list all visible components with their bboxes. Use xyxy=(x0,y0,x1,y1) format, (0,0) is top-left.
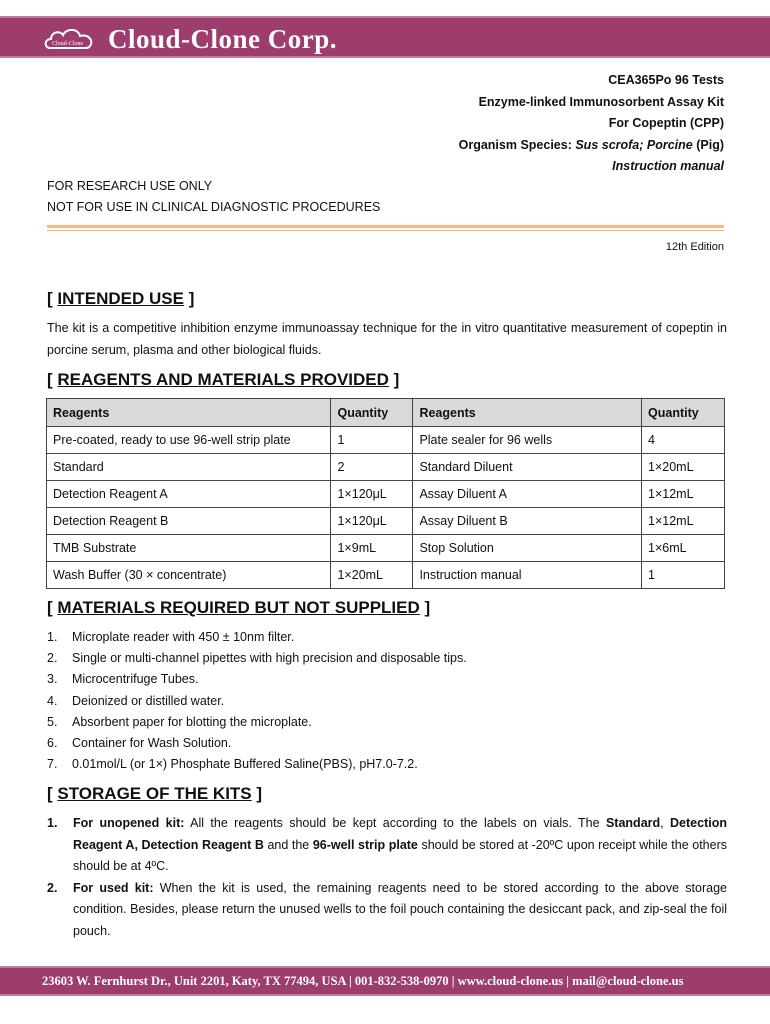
table-cell: Wash Buffer (30 × concentrate) xyxy=(47,562,331,589)
table-row xyxy=(47,427,725,454)
list-item: 1. Microplate reader with 450 ± 10nm filter. xyxy=(47,630,295,644)
instruction-manual-label: Instruction manual xyxy=(612,159,724,173)
divider-thin xyxy=(47,230,724,231)
list-item: 6. Container for Wash Solution. xyxy=(47,736,232,751)
column-header: Quantity xyxy=(642,399,725,427)
section-title-reagents: [ REAGENTS AND MATERIALS PROVIDED ] xyxy=(47,370,400,389)
company-name: Cloud-Clone Corp. xyxy=(108,23,338,54)
table-cell: 1×6mL xyxy=(642,535,725,562)
table-cell: 1×120μL xyxy=(331,508,413,535)
table-cell: 1 xyxy=(331,427,413,454)
table-cell: Detection Reagent A xyxy=(47,481,331,508)
table-cell: Assay Diluent A xyxy=(413,481,642,508)
divider xyxy=(47,225,724,228)
storage-item-used: 2. For used kit: When the kit is used, the remaining reagents need to be stored according to the above storage condition. Besides, please return the unused wells to the foil pouch containing the desiccant pack, and zip-seal the foil pouch. xyxy=(47,880,727,938)
column-header: Reagents xyxy=(47,399,331,427)
list-item: 3. Microcentrifuge Tubes. xyxy=(47,672,199,687)
table-row xyxy=(47,535,725,562)
table-cell: 1×12mL xyxy=(642,481,725,508)
column-header: Quantity xyxy=(331,399,413,427)
list-item: 2. Single or multi-channel pipettes with high precision and disposable tips. xyxy=(47,651,467,666)
product-code: CEA365Po 96 Tests xyxy=(608,73,724,87)
table-cell: Plate sealer for 96 wells xyxy=(413,427,642,454)
materials-list xyxy=(47,627,467,775)
section-title-materials: [ MATERIALS REQUIRED BUT NOT SUPPLIED ] xyxy=(47,598,431,617)
organism-species: Organism Species: Sus scrofa; Porcine (Pig) xyxy=(458,137,724,152)
kit-target: For Copeptin (CPP) xyxy=(608,116,724,130)
edition-label: 12th Edition xyxy=(665,241,724,253)
storage-item-unopened: 1. For unopened kit: All the reagents should be kept according to the labels on vials. The Standard, Detection Reagent A, Detection Reagent B and the 96-well strip plate should be stored at -20ºC upon receipt while the others should be at 4ºC. xyxy=(47,816,727,873)
list-item: 5. Absorbent paper for blotting the microplate. xyxy=(47,714,312,729)
table-cell: 1×120μL xyxy=(331,481,413,508)
notice-line: FOR RESEARCH USE ONLY xyxy=(47,179,213,193)
kit-type: Enzyme-linked Immunosorbent Assay Kit xyxy=(478,94,724,109)
table-cell: 1×20mL xyxy=(642,454,725,481)
logo-small-text: Cloud-Clone xyxy=(52,41,83,47)
table-cell: TMB Substrate xyxy=(47,535,331,562)
table-header-row xyxy=(47,399,725,427)
table-cell: Detection Reagent B xyxy=(47,508,331,535)
cloud-logo-icon xyxy=(42,24,98,54)
table-cell: 2 xyxy=(331,454,413,481)
table-cell: Pre-coated, ready to use 96-well strip plate xyxy=(47,427,331,454)
table-row xyxy=(47,481,725,508)
storage-list xyxy=(47,813,727,942)
list-item: 4. Deionized or distilled water. xyxy=(47,693,225,708)
table-cell: Standard Diluent xyxy=(413,454,642,481)
intended-use-text: The kit is a competitive inhibition enzyme immunoassay technique for the in vitro quantitative measurement of copeptin in porcine serum, plasma and other biological fluids. xyxy=(47,321,727,357)
column-header: Reagents xyxy=(413,399,642,427)
table-row xyxy=(47,562,725,589)
table-cell: 1×20mL xyxy=(331,562,413,589)
table-cell: 1 xyxy=(642,562,725,589)
notice-line: NOT FOR USE IN CLINICAL DIAGNOSTIC PROCEDURES xyxy=(47,200,381,214)
table-cell: 1×9mL xyxy=(331,535,413,562)
table-cell: Standard xyxy=(47,454,331,481)
footer-contact: 23603 W. Fernhurst Dr., Unit 2201, Katy, TX 77494, USA | 001-832-538-0970 | www.cloud-clone.us | mail@cloud-clone.us xyxy=(0,966,770,996)
product-info xyxy=(459,70,724,178)
section-title-storage: [ STORAGE OF THE KITS ] xyxy=(47,784,263,803)
table-row xyxy=(47,508,725,535)
section-title-intended-use: [ INTENDED USE ] xyxy=(47,289,195,308)
table-row xyxy=(47,454,725,481)
table-cell: Assay Diluent B xyxy=(413,508,642,535)
table-cell: Instruction manual xyxy=(413,562,642,589)
list-item: 7. 0.01mol/L (or 1×) Phosphate Buffered Saline(PBS), pH7.0-7.2. xyxy=(47,757,418,772)
table-cell: Stop Solution xyxy=(413,535,642,562)
reagents-table xyxy=(46,398,725,589)
table-cell: 4 xyxy=(642,427,725,454)
header-band xyxy=(0,16,770,58)
table-cell: 1×12mL xyxy=(642,508,725,535)
research-notice xyxy=(47,176,380,218)
company-logo xyxy=(42,21,337,57)
